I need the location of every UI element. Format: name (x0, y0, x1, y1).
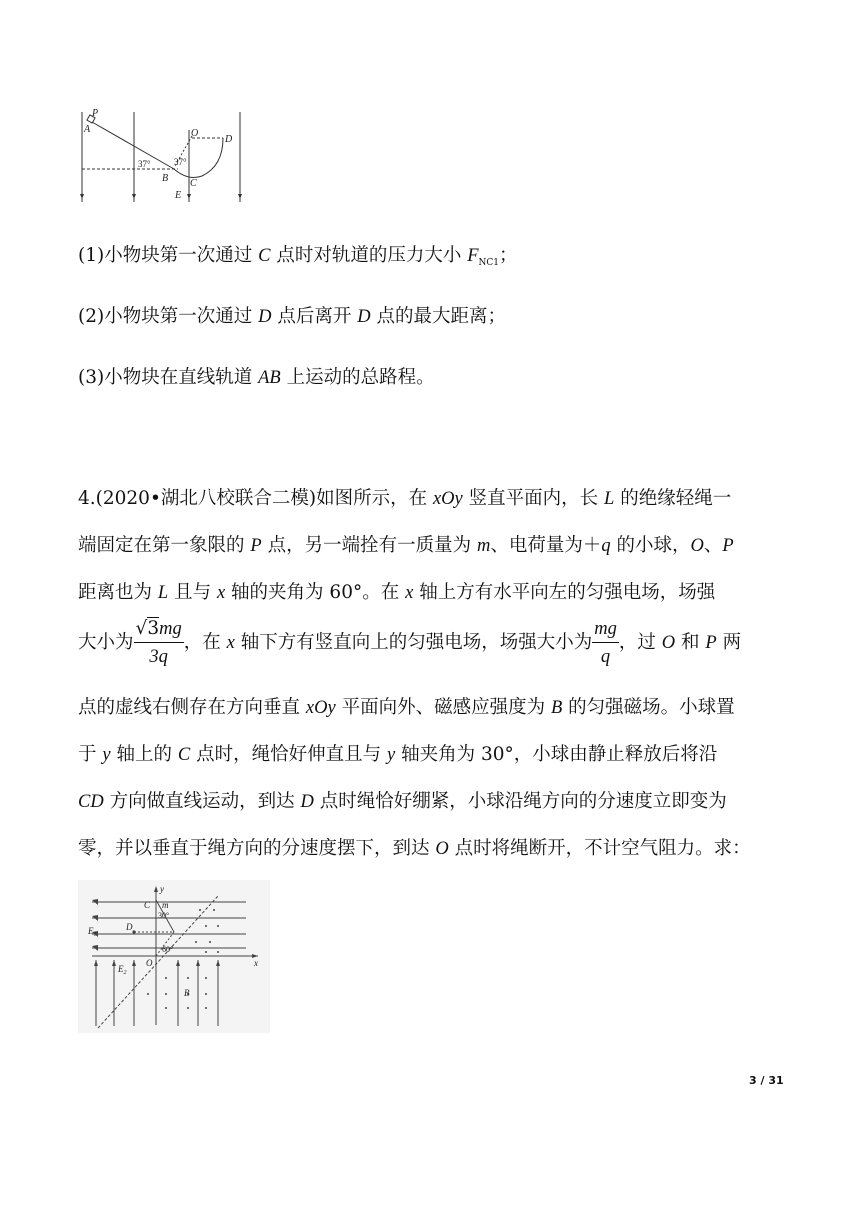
label-E2: $E_2$ (118, 964, 127, 976)
label-O: O (146, 958, 153, 968)
label-O: O (191, 128, 199, 139)
question-3: (3)小物块在直线轨道 AB 上运动的总路程。 (78, 367, 435, 388)
problem-4-line-4: 大小为 $\frac{√3mg}{3q}$ ，在 x 轴下方有竖直向上的匀强电场，场强大小为 $\frac{mg}{q}$ ，过 O 和 P 两 (78, 618, 742, 667)
label-x: x (254, 958, 258, 968)
problem-4-line-6: 于 y 轴上的 C 点时，绳恰好伸直且与 y 轴夹角为 30°，小球由静止释放后将沿 (78, 744, 718, 765)
label-y: y (160, 884, 164, 894)
label-D: D (225, 134, 233, 145)
label-m: m (162, 900, 169, 910)
label-A: A (84, 124, 91, 135)
label-D: D (126, 922, 133, 932)
label-E1: $E_1$ (88, 926, 97, 938)
label-C: C (144, 900, 151, 910)
question-2: (2)小物块第一次通过 D 点后离开 D 点的最大距离； (78, 306, 506, 327)
label-angle-30: 30° (158, 911, 170, 920)
label-angle-60: 60° (162, 945, 174, 954)
figure-track-diagram (78, 106, 256, 206)
label-B: B (162, 173, 169, 184)
label-P: P (92, 108, 99, 119)
question-1: (1)小物块第一次通过 C 点时对轨道的压力大小 $F_{NC1}$； (78, 245, 518, 268)
page-number: 3 / 31 (749, 1074, 784, 1087)
problem-4-line-3: 距离也为 L 且与 x 轴的夹角为 60°。在 x 轴上方有水平向左的匀强电场，场强 (78, 582, 716, 603)
label-C: C (190, 178, 197, 189)
problem-4-line-8: 零，并以垂直于绳方向的分速度摆下，到达 O 点时将绳断开，不计空气阻力。求： (78, 838, 751, 859)
label-B: B (184, 988, 190, 998)
label-E: E (175, 190, 182, 201)
problem-4-line-1: 4.(2020•湖北八校联合二模)如图所示，在 xOy 竖直平面内，长 L 的绝缘轻绳一 (78, 488, 732, 509)
label-angle-right: 37° (174, 157, 187, 167)
problem-4-line-5: 点的虚线右侧存在方向垂直 xOy 平面向外、磁感应强度为 B 的匀强磁场。小球置 (78, 697, 735, 718)
problem-4-line-7: CD 方向做直线运动，到达 D 点时绳恰好绷紧，小球沿绳方向的分速度立即变为 (78, 791, 727, 812)
fraction-field-e1: $\frac{√3mg}{3q}$ (135, 618, 182, 667)
label-angle-left: 37° (138, 159, 151, 169)
figure-field-diagram (78, 880, 270, 1033)
problem-4-line-2: 端固定在第一象限的 P 点，另一端拴有一质量为 m、电荷量为＋q 的小球，O、P (78, 535, 734, 556)
fraction-field-e2: $\frac{mg}{q}$ (594, 619, 617, 667)
